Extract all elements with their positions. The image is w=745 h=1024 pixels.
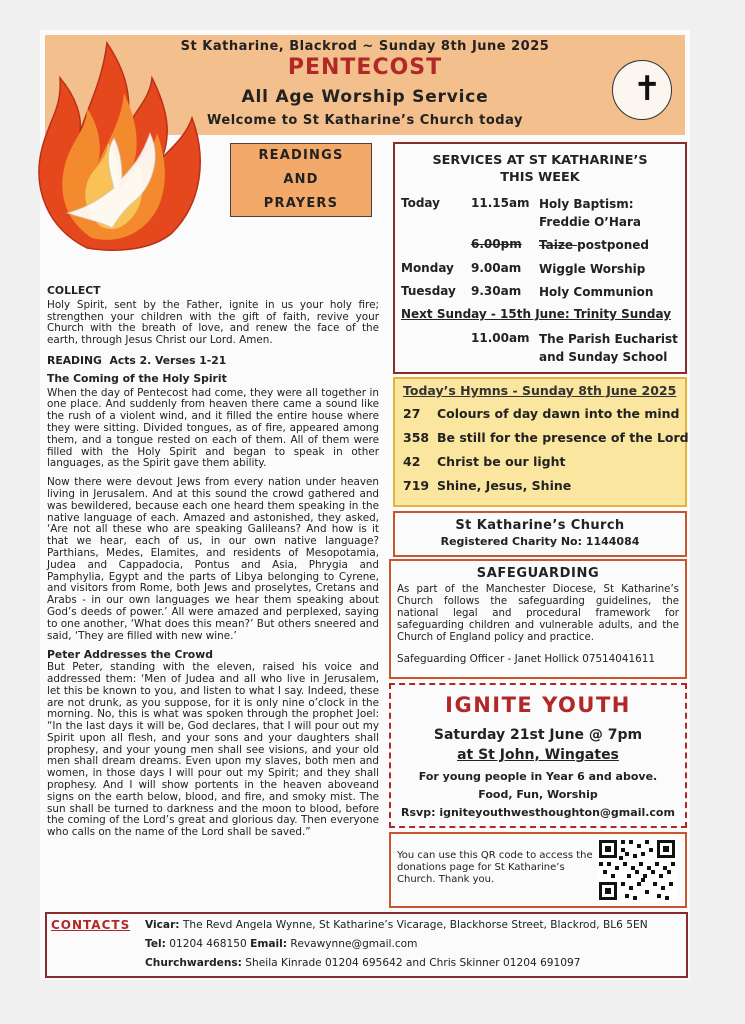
hymn-title: Christ be our light — [437, 454, 566, 469]
tel-number[interactable]: 01204 468150 — [165, 938, 251, 950]
hymn-number: 27 — [403, 406, 421, 421]
service-event: Holy Communion — [539, 285, 654, 299]
collect-text: Holy Spirit, sent by the Father, ignite in us your holy fire; strengthen your children with the gift of faith, revive your Church with the breath of love, and renew the face of the earth, through Jesus Christ our Lord. Amen. — [47, 298, 379, 347]
service-event — [539, 237, 649, 254]
readings-line-3: PRAYERS — [263, 196, 339, 211]
service-time: 9.00am — [471, 261, 522, 275]
safeguarding-text: As part of the Manchester Diocese, St Katharine’s Church follows the safeguarding guidelines, the national legal and procedural framework for safeguarding children and vulnerable adults, and the Church of England policy and practice. — [397, 584, 679, 643]
safeguarding-officer: Safeguarding Officer - Janet Hollick 07514041611 — [397, 653, 655, 665]
churchwardens-details: Sheila Kinrade 01204 695642 and Chris Skinner 01204 691097 — [241, 957, 581, 969]
readings-line-2: AND — [283, 172, 319, 187]
ignite-date: Saturday 21st June @ 7pm — [433, 727, 643, 743]
church-name: St Katharine’s Church — [455, 518, 625, 533]
pentecost-flame-dove-icon — [32, 38, 207, 253]
churchwardens-line — [145, 957, 581, 969]
collect-heading: COLLECT — [47, 284, 101, 297]
service-event: The Parish Eucharist — [539, 332, 678, 346]
page-title: PENTECOST — [287, 55, 443, 80]
church-seal-logo — [612, 60, 672, 120]
qr-instructions: You can use this QR code to access the donations page for St Katharine’s Church. Thank you. — [397, 850, 593, 885]
cross-icon: ✝ — [633, 69, 662, 109]
welcome-line: Welcome to St Katharine’s Church today — [207, 113, 523, 128]
email-address[interactable]: Revawynne@gmail.com — [287, 938, 418, 950]
hymn-number: 719 — [403, 478, 430, 493]
page-subtitle: All Age Worship Service — [241, 87, 489, 107]
hymn-number: 42 — [403, 454, 421, 469]
header-date-line: St Katharine, Blackrod ~ Sunday 8th June 2025 — [180, 39, 550, 54]
reading-paragraph: When the day of Pentecost had come, they were all together in one place. And suddenly from heaven there came a sound like the rush of a violent wind, and it filled the entire house where they were sitting. Divided tongues, as of fire, appeared among them, and a tongue rested on each of them. All of them were filled with the Holy Spirit and began to speak in other languages, as the Spirit gave them ability. — [47, 386, 379, 470]
service-time: 11.15am — [471, 196, 530, 210]
reading-label: READING — [47, 353, 102, 367]
section-heading: The Coming of the Holy Spirit — [47, 371, 227, 385]
service-day: Monday — [401, 261, 454, 275]
readings-column — [47, 285, 379, 839]
services-box — [393, 142, 687, 374]
vicar-line — [145, 919, 648, 931]
hymn-title: Colours of day dawn into the mind — [437, 406, 680, 421]
readings-line-1: READINGS — [258, 148, 344, 163]
hymn-title: Shine, Jesus, Shine — [437, 478, 572, 493]
vicar-label: Vicar: — [145, 919, 180, 931]
donation-qr-box — [389, 832, 687, 908]
reading-ref: Acts 2. Verses 1-21 — [109, 353, 227, 367]
service-event: Wiggle Worship — [539, 262, 646, 276]
ignite-tagline: Food, Fun, Worship — [478, 788, 598, 801]
ignite-rsvp-email[interactable]: Rsvp: igniteyouthwesthoughton@gmail.com — [401, 806, 675, 819]
service-event: Freddie O’Hara — [539, 215, 642, 229]
email-label: Email: — [250, 938, 288, 950]
ignite-audience: For young people in Year 6 and above. — [418, 770, 658, 783]
safeguarding-title: SAFEGUARDING — [476, 566, 600, 581]
ignite-youth-box — [389, 683, 687, 828]
reading-reference — [47, 355, 379, 367]
service-day: Today — [401, 196, 440, 210]
tel-label: Tel: — [145, 938, 166, 950]
ignite-location: at St John, Wingates — [457, 747, 619, 763]
ignite-title: IGNITE YOUTH — [445, 693, 631, 717]
service-event: and Sunday School — [539, 350, 668, 364]
hymn-number: 358 — [403, 430, 430, 445]
reading-paragraph: But Peter, standing with the eleven, raised his voice and addressed them: ‘Men of Judea and all who live in Jerusalem, let this be known to you, and listen to what I say. Indeed, these are not drunk, as you suppose, for it is only nine o’clock in the morning. No, this is what was spoken through the prophet Joel: “In the last days it will be, God declares, that I will pour out my Spirit upon all flesh, and your sons and your daughters shall prophesy, and your young men shall see visions, and your old men shall dream dreams. Even upon my slaves, both men and women, in those days I will pour out my Spirit; and they shall prophesy. And I will show portents in the heaven aboveand signs on the earth below, blood, and fire, and smoky mist. The sun shall be turned to darkness and the moon to blood, before the coming of the Lord’s great and glorious day. Then everyone who calls on the name of the Lord shall be saved.” — [47, 661, 379, 839]
tel-email-line — [145, 938, 417, 950]
contacts-label: CONTACTS — [51, 918, 131, 932]
qr-code-icon[interactable] — [597, 838, 677, 902]
churchwardens-label: Churchwardens: — [145, 957, 242, 969]
reading-paragraph: Now there were devout Jews from every nation under heaven living in Jerusalem. And at this sound the crowd gathered and was bewildered, because each one heard them speaking in the native language of each. Amazed and astonished, they asked, ‘Are not all these who are speaking Galileans? And how is it that we hear, each of us, in our own native language? Parthians, Medes, Elamites, and residents of Mesopotamia, Judea and Cappadocia, Pontus and Asia, Phrygia and Pamphylia, Egypt and the parts of Libya belonging to Cyrene, and visitors from Rome, both Jews and proselytes, Cretans and Arabs - in our own languages we hear them speaking about God’s deeds of power.’ All were amazed and perplexed, saying to one another, ‘What does this mean?’ But others sneered and said, ‘They are filled with new wine.’ — [47, 476, 379, 642]
vicar-details: The Revd Angela Wynne, St Katharine’s Vicarage, Blackhorse Street, Blackrod, BL6 5EN — [179, 919, 648, 931]
hymns-box — [393, 377, 687, 507]
service-time: 6.00pm — [471, 237, 522, 251]
services-title-line-2: THIS WEEK — [500, 170, 580, 185]
safeguarding-box — [389, 559, 687, 679]
service-event: Holy Baptism: — [539, 197, 634, 211]
services-title — [395, 152, 685, 186]
hymn-title: Be still for the presence of the Lord — [437, 430, 689, 445]
charity-box — [393, 511, 687, 557]
services-title-line-1: SERVICES AT ST KATHARINE’S — [432, 153, 648, 168]
service-day: Tuesday — [401, 284, 456, 298]
event-status: postponed — [577, 238, 649, 252]
hymns-title: Today’s Hymns - Sunday 8th June 2025 — [403, 383, 677, 398]
section-heading: Peter Addresses the Crowd — [47, 648, 213, 662]
readings-and-prayers-box — [230, 143, 372, 217]
service-time: 9.30am — [471, 284, 522, 298]
struck-event: Taize — [539, 238, 578, 252]
next-sunday-line: Next Sunday - 15th June: Trinity Sunday — [401, 307, 672, 321]
charity-number: Registered Charity No: 1144084 — [440, 535, 640, 548]
contacts-box — [45, 912, 688, 978]
service-time: 11.00am — [471, 331, 530, 345]
